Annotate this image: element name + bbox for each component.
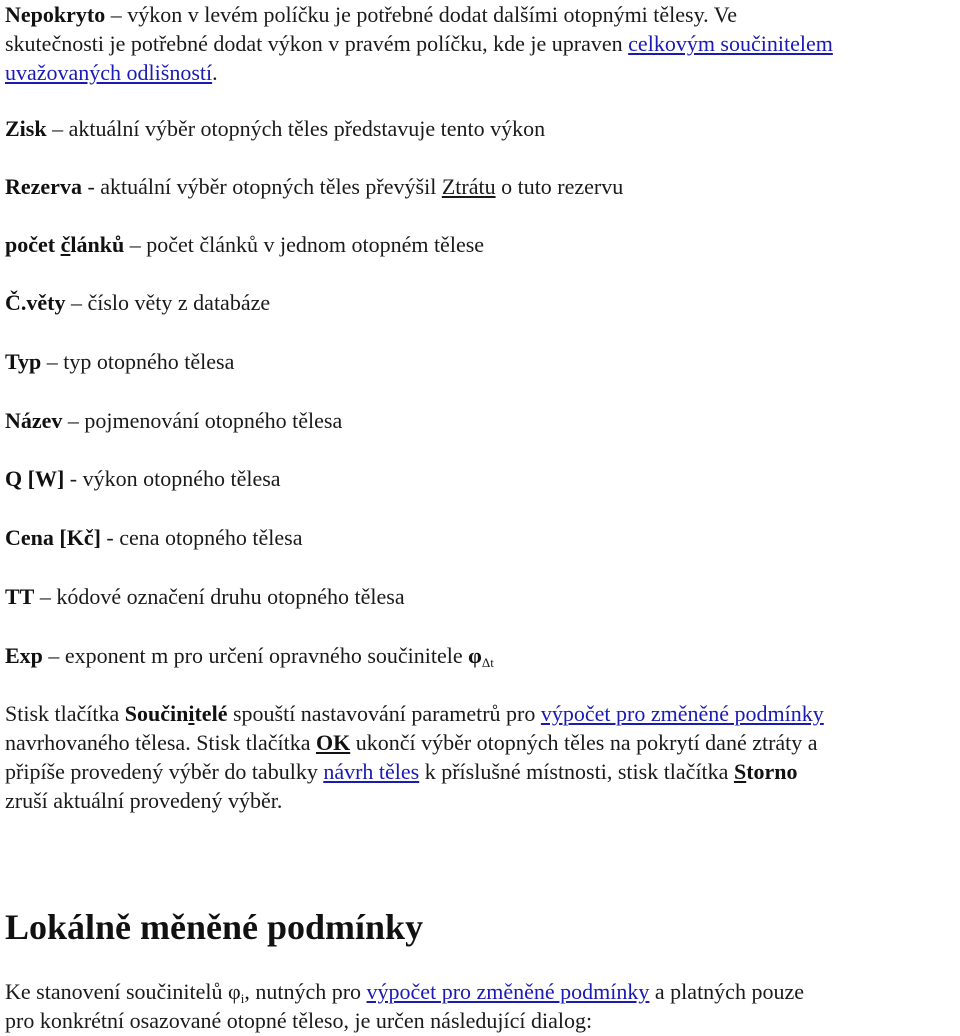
link-vypocet-zmenene-podminky-2[interactable]: výpočet pro změněné podmínky	[366, 979, 650, 1004]
definition-zisk: Zisk – aktuální výběr otopných těles představuje tento výkon	[5, 116, 546, 141]
definition-c-vety: Č.věty – číslo věty z databáze	[5, 290, 271, 315]
phi-i-subscript: i	[240, 991, 245, 1006]
intro-line-2: skutečnosti je potřebné dodat výkon v pravém políčku, kde je upraven celkovým součinitelem	[5, 31, 833, 56]
link-ztratu[interactable]: Ztrátu	[441, 174, 496, 199]
intro-line-3: uvažovaných odlišností.	[5, 60, 218, 85]
definition-q: Q [W] - výkon otopného tělesa	[5, 466, 281, 491]
link-uvazovanych-odlisnosti[interactable]: uvažovaných odlišností	[5, 60, 213, 85]
section-heading: Lokálně měněné podmínky	[5, 907, 424, 947]
phi-i-symbol: φ	[228, 979, 241, 1004]
buttons-paragraph-line-1: Stisk tlačítka Součinitelé spouští nastavování parametrů pro výpočet pro změněné podmínky	[5, 701, 824, 726]
buttons-paragraph-line-4: zruší aktuální provedený výběr.	[5, 788, 283, 813]
section-line-1: Ke stanovení součinitelů $\varphi_i$, nutných pro výpočet pro změněné podmínky a platných pouze	[5, 979, 804, 1006]
buttons-paragraph-line-3: připíše provedený výběr do tabulky návrh těles k příslušné místnosti, stisk tlačítka Storno	[5, 759, 798, 784]
term-nepokryto: Nepokryto	[5, 2, 106, 27]
section-line-2: pro konkrétní osazované otopné těleso, je určen následující dialog:	[5, 1008, 593, 1033]
definition-cena: Cena [Kč] - cena otopného tělesa	[5, 525, 303, 550]
link-navrh-teles[interactable]: návrh těles	[323, 759, 420, 784]
intro-line-1: Nepokryto – výkon v levém políčku je potřebné dodat dalšími otopnými tělesy. Ve	[5, 2, 737, 27]
link-celkovym-soucinitelem[interactable]: celkovým součinitelem	[628, 31, 833, 56]
button-ref-ok: OK	[315, 730, 351, 755]
definition-nazev: Název – pojmenování otopného tělesa	[5, 408, 343, 433]
phi-symbol: φ	[468, 643, 482, 668]
button-ref-storno: Storno	[733, 759, 798, 784]
definition-typ: Typ – typ otopného tělesa	[5, 349, 235, 374]
definition-tt: TT – kódové označení druhu otopného tělesa	[5, 584, 405, 609]
definition-exp: Exp – exponent m pro určení opravného součinitele $\varphi_{\Delta t}$	[5, 643, 494, 670]
link-vypocet-zmenene-podminky[interactable]: výpočet pro změněné podmínky	[540, 701, 824, 726]
buttons-paragraph-line-2: navrhovaného tělesa. Stisk tlačítka OK ukončí výběr otopných těles na pokrytí dané ztráty a	[5, 730, 818, 755]
phi-subscript: Δt	[481, 655, 494, 670]
definition-rezerva: Rezerva - aktuální výběr otopných těles převýšil Ztrátu o tuto rezervu	[5, 174, 624, 199]
definition-pocet-clanku: počet článků – počet článků v jednom otopném tělese	[5, 232, 485, 257]
button-ref-soucinitele: Součinitelé	[124, 701, 228, 726]
